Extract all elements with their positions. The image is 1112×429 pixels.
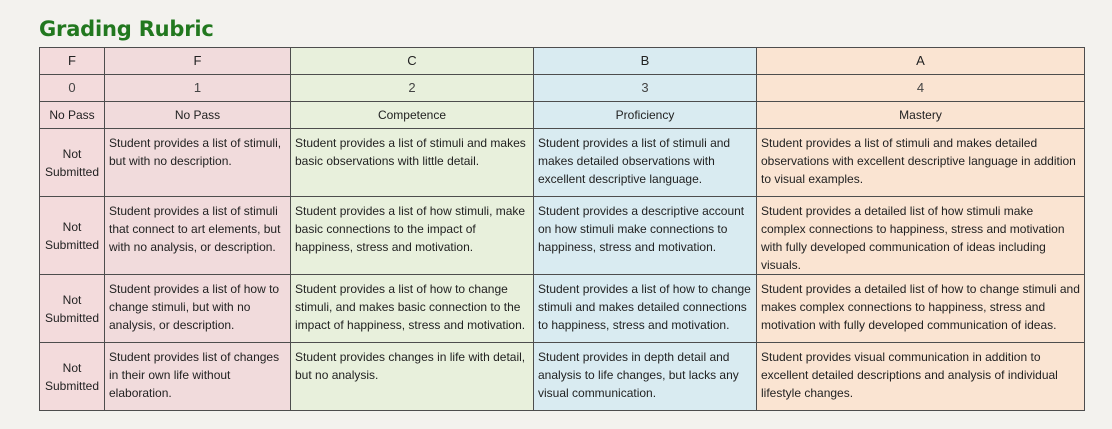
descriptor-cell-c: Student provides a list of how to change stimuli, and makes basic connection to the impact of happiness, stress and motivation. [291,275,534,343]
descriptor-cell-a: Student provides visual communication in addition to excellent detailed descriptions and analysis of individual lifestyle changes. [757,343,1085,411]
level-cell: Proficiency [534,102,757,129]
descriptor-cell-c: Student provides changes in life with detail, but no analysis. [291,343,534,411]
grade-cell: F [105,48,291,75]
grade-cell: A [757,48,1085,75]
descriptor-cell-a: Student provides a detailed list of how stimuli make complex connections to happiness, stress and motivation with fully developed communication of ideas including visuals. [757,197,1085,275]
descriptor-cell-f: Student provides a list of stimuli, but with no description. [105,129,291,197]
level-cell: Competence [291,102,534,129]
criteria-row [40,275,1085,343]
descriptor-cell-b: Student provides a descriptive account on how stimuli make connections to happiness, stress and motivation. [534,197,757,275]
criteria-row [40,197,1085,275]
descriptor-cell-f: Student provides list of changes in their own life without elaboration. [105,343,291,411]
points-cell: 0 [40,75,105,102]
grade-cell: C [291,48,534,75]
points-header-row [40,75,1085,102]
level-cell: No Pass [40,102,105,129]
status-cell: Not Submitted [40,197,105,275]
grade-cell: F [40,48,105,75]
criteria-row [40,129,1085,197]
descriptor-cell-b: Student provides a list of how to change stimuli and makes detailed connections to happiness, stress and motivation. [534,275,757,343]
grade-cell: B [534,48,757,75]
descriptor-cell-f: Student provides a list of stimuli that connect to art elements, but with no analysis, or description. [105,197,291,275]
descriptor-cell-c: Student provides a list of how stimuli, make basic connections to the impact of happiness, stress and motivation. [291,197,534,275]
descriptor-cell-b: Student provides in depth detail and analysis to life changes, but lacks any visual communication. [534,343,757,411]
level-header-row [40,102,1085,129]
status-cell: Not Submitted [40,275,105,343]
rubric-table [39,47,1085,411]
page-title: Grading Rubric [39,17,214,41]
points-cell: 3 [534,75,757,102]
descriptor-cell-f: Student provides a list of how to change stimuli, but with no analysis, or description. [105,275,291,343]
criteria-row [40,343,1085,411]
descriptor-cell-a: Student provides a detailed list of how to change stimuli and makes complex connections to happiness, stress and motivation with fully developed communication of ideas. [757,275,1085,343]
descriptor-cell-c: Student provides a list of stimuli and makes basic observations with little detail. [291,129,534,197]
descriptor-cell-b: Student provides a list of stimuli and makes detailed observations with excellent descriptive language. [534,129,757,197]
points-cell: 1 [105,75,291,102]
descriptor-cell-a: Student provides a list of stimuli and makes detailed observations with excellent descriptive language in addition to visual examples. [757,129,1085,197]
level-cell: Mastery [757,102,1085,129]
points-cell: 4 [757,75,1085,102]
status-cell: Not Submitted [40,343,105,411]
status-cell: Not Submitted [40,129,105,197]
points-cell: 2 [291,75,534,102]
level-cell: No Pass [105,102,291,129]
grade-header-row [40,48,1085,75]
